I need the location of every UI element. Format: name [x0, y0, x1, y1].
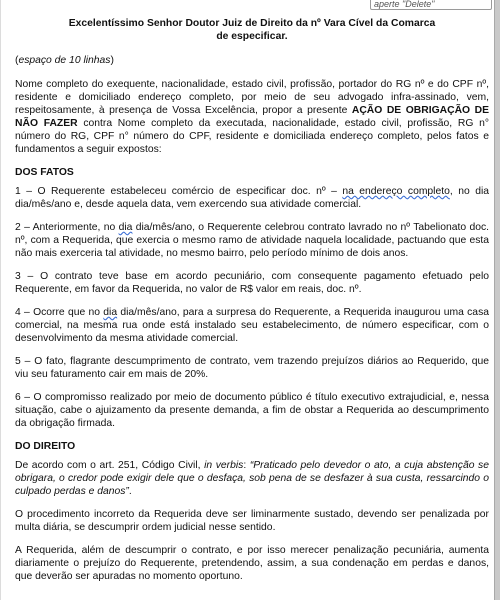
- fact-4-after: dia/mês/ano, para a surpresa do Requerente, a Requerida inaugurou uma casa comercial, na mesma rua onde está instalado seu estabelecimento, de número especificar, com o desenvolvimento da mesma atividade comercial.: [15, 307, 489, 344]
- title-line-2: de especificar.: [216, 31, 288, 42]
- legal-quote: “Praticado pelo devedor o ato, a cuja abstenção se obrigara, o credor pode exigir dele que o desfaça, sob pena de se desfazer à sua custa, ressarcindo o culpado perdas e danos”: [15, 460, 489, 497]
- fact-2: [15, 221, 489, 260]
- intro-paragraph: [15, 78, 489, 156]
- law-paragraph-1: De acordo com o art. 251, Código Civil, in verbis: “Praticado pelo devedor o ato, a cuja abstenção se obrigara, o credor pode exigir dele que o desfaça, sob pena de se desfazer à sua custa, ressarcindo o culpado perdas e danos”.: [15, 460, 489, 497]
- fact-1: [15, 185, 489, 211]
- law-paragraph-3: A Requerida, além de descumprir o contrato, e por isso merecer penalização pecuniária, aumenta diariamente o prejuízo do Requerente, pretendendo, assim, a sua condenação em perdas e danos, que deverão ser apuradas no momento oportuno.: [15, 545, 489, 582]
- fact-2-marked: dia: [118, 222, 133, 233]
- document-page: [1, 0, 494, 600]
- law-paragraph-2: O procedimento incorreto da Requerida deve ser liminarmente sustado, devendo ser penalizada por multa diária, se descumprir ordem judicial nesse sentido.: [15, 509, 489, 533]
- fact-2-before: 2 – Anteriormente, no: [15, 222, 119, 233]
- spacing-note: (espaço de 10 linhas): [15, 55, 114, 66]
- fact-5: 5 – O fato, flagrante descumprimento de contrato, vem trazendo prejuízos diários ao Requerido, que viu seu faturamento cair em mais de 20%.: [15, 356, 489, 380]
- law-heading: DO DIREITO: [15, 441, 76, 452]
- fact-4-before: 4 – Ocorre que no: [15, 307, 104, 318]
- action-name: AÇÃO DE OBRIGAÇÃO DE NÃO FAZER: [15, 105, 489, 129]
- fact-4-marked: dia: [103, 307, 118, 318]
- fact-1-marked: na endereço completo: [342, 186, 450, 197]
- page-edge: [494, 0, 500, 600]
- fact-3: 3 – O contrato teve base em acordo pecuniário, com consequente pagamento efetuado pelo Requerente, em favor da Requerida, no valor de R$ valor em reais, doc. nº.: [15, 271, 489, 295]
- fact-6: 6 – O compromisso realizado por meio de documento público é título executivo extrajudicial, e, nessa situação, cabe o ajuizamento da presente demanda, a fim de obstar a Requerida ao descumprimento da obrigação firmada.: [15, 392, 489, 429]
- document-body: [15, 17, 489, 593]
- intro-text-before: Nome completo do exequente, nacionalidade, estado civil, profissão, portador do RG nº e do CPF nº, residente e domiciliado endereço completo, por meio de seu advogado infra-assinado, vem, respeitosamente, à presença de Vossa Excelência, propor a presente: [15, 79, 489, 116]
- delete-hint-box: aperte "Delete": [370, 0, 492, 10]
- fact-1-before: 1 – O Requerente estabeleceu comércio de especificar doc. nº –: [15, 186, 343, 197]
- law-1-after: .: [128, 486, 132, 497]
- in-verbis: in verbis: [204, 460, 244, 471]
- title-line-1: Excelentíssimo Senhor Doutor Juiz de Direito da nº Vara Cível da Comarca: [68, 18, 436, 29]
- fact-4: [15, 306, 489, 345]
- intro-text-after: contra Nome completo da executada, nacionalidade, estado civil, profissão, RG n° número do RG, CPF n° número do CPF, residente e domiciliada endereço completo, pelos fatos e fundamentos a seguir expostos:: [15, 118, 490, 155]
- document-title: [15, 17, 489, 43]
- fact-1-after: , no dia dia/mês/ano e, desde aquela data, vem exercendo sua atividade comercial.: [15, 186, 489, 210]
- facts-heading: DOS FATOS: [15, 167, 74, 178]
- fact-2-after: dia/mês/ano, o Requerente celebrou contrato lavrado no nº Tabelionato doc. nº, com a Requerida, que exercia o mesmo ramo de atividade naquela localidade, pactuando que esta não mais exerceria tal atividade, no mesmo bairro, pelo período mínimo de dois anos.: [15, 222, 489, 259]
- law-1-before: De acordo com o art. 251, Código Civil,: [15, 460, 205, 471]
